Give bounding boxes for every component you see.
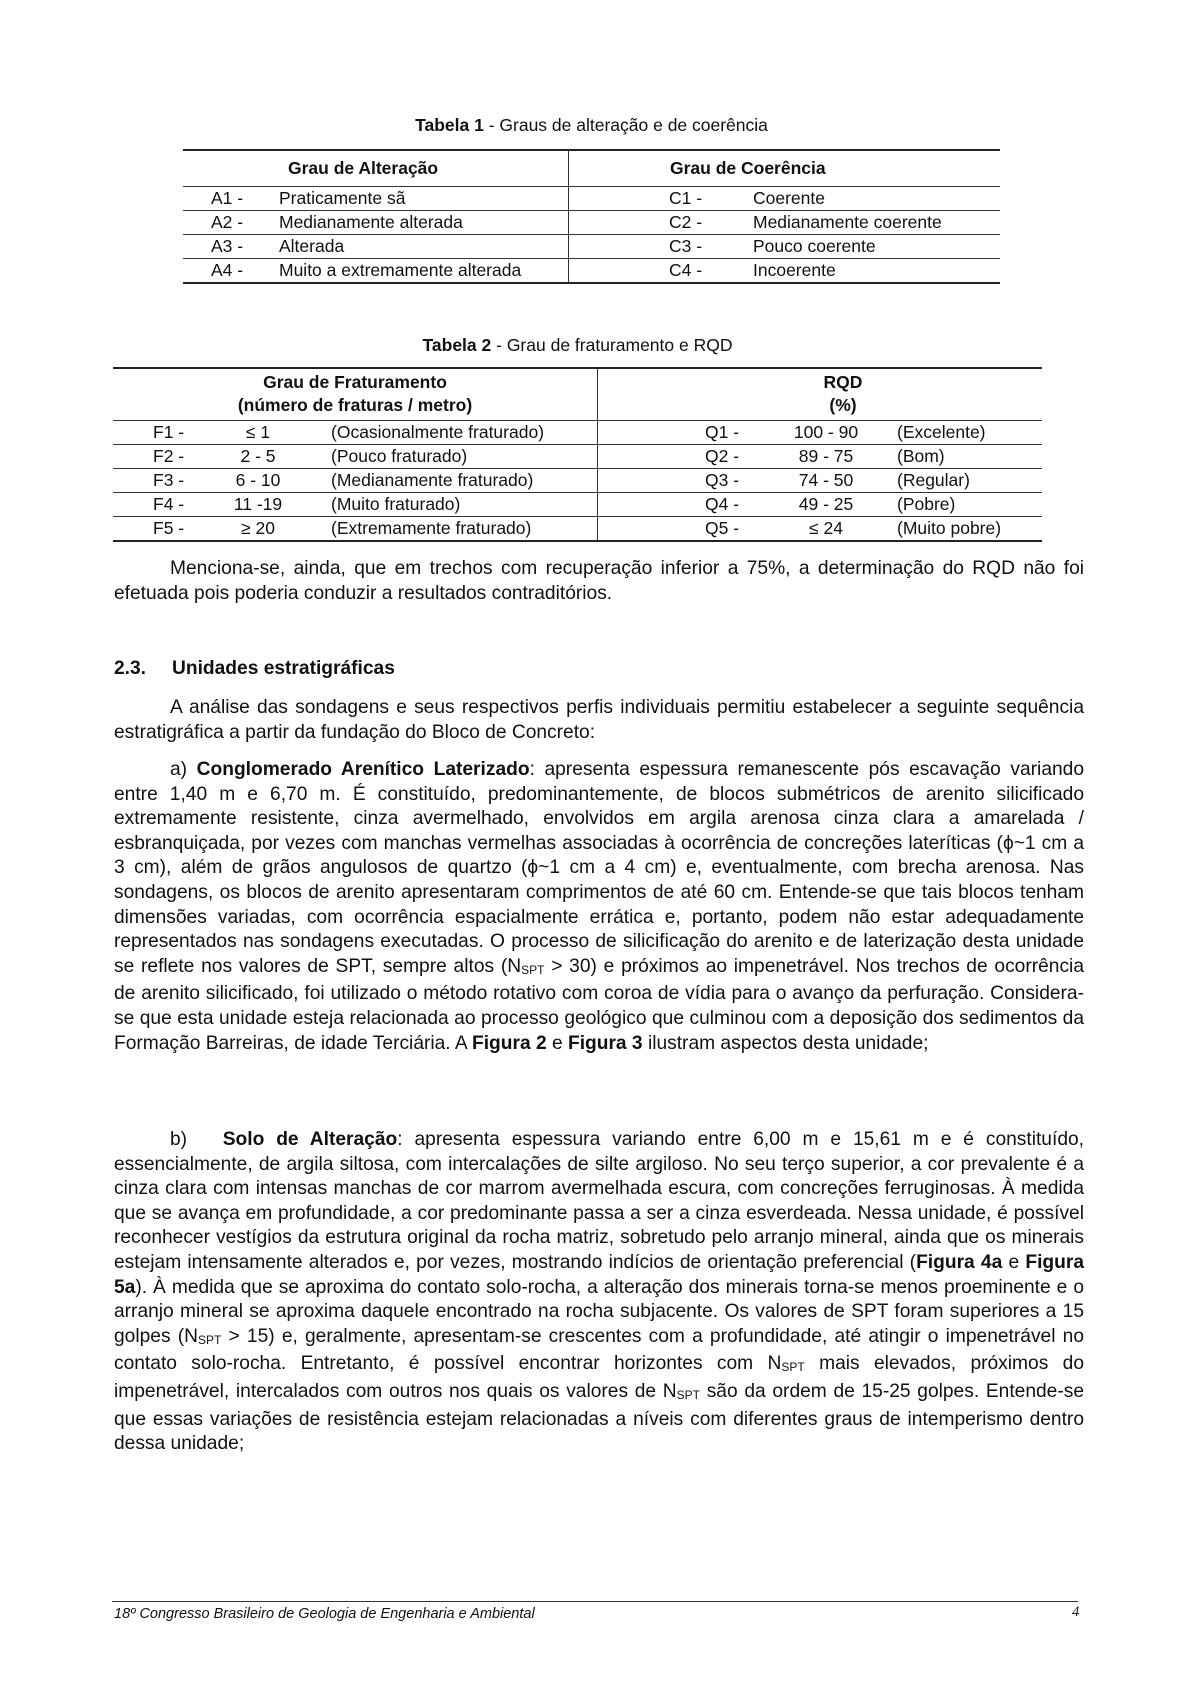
item-text: > 30) e próximos ao impenetrável. Nos trechos de ocorrência de arenito silicificado, foi utilizado o método rotativo com coroa de vídia para o avanço da perfuração. Considera-se que esta unidade esteja relacionada ao processo geológico que culminou com a deposição dos sedimentos da Formação Barreiras, de idade Terciária. A xyxy=(114,955,1084,1054)
fraturamento-code: F2 - xyxy=(153,446,185,466)
rqd-desc: (Excelente) xyxy=(897,422,986,442)
section-number: 2.3. xyxy=(114,658,147,679)
subscript-spt: SPT xyxy=(781,1360,805,1375)
unit-term: Conglomerado Arenítico Laterizado xyxy=(196,759,530,780)
table2-bottom-rule xyxy=(113,540,1042,542)
alteracao-code: A1 - xyxy=(211,188,244,208)
table1-column-divider xyxy=(568,149,569,282)
alteracao-label: Alterada xyxy=(279,236,345,256)
figure-reference: Figura 5a xyxy=(114,1251,1084,1298)
item-text: : apresenta espessura variando entre 6,00 m e 15,61 m e é constituído, essencialmente, de argila siltosa, com intercalações de silte argiloso. No seu terço superior, a cor prevalente é a cinza clara com intensas manchas de cor marrom avermelhada escura, com concreções ferruginosas. À medida que se avança em profundidade, a cor predominante passa a ser a cinza esverdeada. Nessa unidade, é possível reconhecer vestígios da estrutura original da rocha matriz, sobretudo pelo arranjo mineral, ainda que os minerais estejam intensamente alterados e, por vezes, mostrando indícios de orientação preferencial ( xyxy=(114,1129,1084,1273)
coerencia-label: Medianamente coerente xyxy=(753,212,942,232)
item-text: mais elevados, próximos do impenetrável, intercalados com outros nos quais os valores de N xyxy=(114,1353,1084,1402)
rqd-range: 74 - 50 xyxy=(798,470,854,490)
fraturamento-code: F4 - xyxy=(153,494,185,514)
fraturamento-range: 6 - 10 xyxy=(235,470,281,490)
fraturamento-range: ≤ 1 xyxy=(245,422,271,442)
table2-caption xyxy=(113,335,1042,356)
rqd-desc: (Bom) xyxy=(897,446,945,466)
alteracao-label: Muito a extremamente alterada xyxy=(279,260,522,280)
subscript-spt: SPT xyxy=(676,1387,700,1402)
fraturamento-desc: (Muito fraturado) xyxy=(331,494,461,514)
table1-top-rule xyxy=(183,149,1000,151)
figure-reference: Figura 4a xyxy=(916,1251,1003,1273)
fraturamento-desc: (Ocasionalmente fraturado) xyxy=(331,422,545,442)
table1-bottom-rule xyxy=(183,282,1000,284)
table1-header-alteracao: Grau de Alteração xyxy=(288,158,439,178)
item-text: ). À medida que se aproxima do contato solo-rocha, a alteração dos minerais torna-se menos proeminente e o arranjo mineral se aproxima daquele encontrado na rocha subjacente. Os valores de SPT foram superiores a 15 golpes (N xyxy=(114,1276,1084,1347)
unit-term: Solo de Alteração xyxy=(222,1129,398,1150)
paragraph-text: Menciona-se, ainda, que em trechos com recuperação inferior a 75%, a determinação do RQD não foi efetuada pois poderia conduzir a resultados contraditórios. xyxy=(114,558,1084,604)
rqd-desc: (Muito pobre) xyxy=(897,518,1002,538)
table1-caption-text: - Graus de alteração e de coerência xyxy=(483,115,768,135)
page-number: 4 xyxy=(1072,1604,1080,1620)
table2-header-rqd: RQD xyxy=(823,372,863,392)
table1-header-coerencia: Grau de Coerência xyxy=(670,158,826,178)
coerencia-code: C4 - xyxy=(669,260,703,280)
item-text: são da ordem de 15-25 golpes. Entende-se que essas variações de resistência estejam relacionadas a níveis com diferentes graus de intemperismo dentro dessa unidade; xyxy=(114,1380,1084,1455)
item-text: > 15) e, geralmente, apresentam-se crescentes com a profundidade, até atingir o impenetrável no contato solo-rocha. Entretanto, é possível encontrar horizontes com N xyxy=(114,1325,1084,1375)
table2-header-fraturamento-unit: (número de fraturas / metro) xyxy=(237,395,473,415)
subscript-spt: SPT xyxy=(521,962,545,977)
footer-divider xyxy=(112,1601,1078,1602)
fraturamento-code: F5 - xyxy=(153,518,185,538)
rqd-code: Q2 - xyxy=(705,446,740,466)
table2-top-rule xyxy=(113,367,1042,369)
table2 xyxy=(113,367,1042,547)
fraturamento-desc: (Pouco fraturado) xyxy=(331,446,468,466)
table2-header-fraturamento: Grau de Fraturamento xyxy=(263,372,447,392)
section-title: Unidades estratigráficas xyxy=(172,658,395,679)
rqd-range: 100 - 90 xyxy=(793,422,859,442)
section-heading xyxy=(114,658,395,680)
coerencia-code: C1 - xyxy=(669,188,703,208)
fraturamento-desc: (Extremamente fraturado) xyxy=(331,518,532,538)
item-text: e xyxy=(1002,1251,1026,1273)
rqd-code: Q4 - xyxy=(705,494,740,514)
fraturamento-code: F1 - xyxy=(153,422,185,442)
alteracao-label: Medianamente alterada xyxy=(279,212,463,232)
table2-caption-label: Tabela 2 xyxy=(422,335,492,355)
rqd-code: Q5 - xyxy=(705,518,740,538)
alteracao-code: A2 - xyxy=(211,212,244,232)
alteracao-code: A4 - xyxy=(211,260,244,280)
rqd-range: 89 - 75 xyxy=(798,446,854,466)
item-text: : apresenta espessura remanescente pós escavação variando entre 1,40 m e 6,70 m. É constituído, predominantemente, de blocos submétricos de arenito silicificado extremamente resistente, cinza avermelhado, envolvidos em argila arenosa cinza clara a amarelada / esbranquiçada, por vezes com manchas vermelhas associadas à ocorrência de concreções lateríticas (ϕ~1 cm a 3 cm), além de grãos angulosos de quartzo (ϕ~1 cm a 4 cm) e, eventualmente, com brecha arenosa. Nas sondagens, os blocos de arenito apresentaram comprimentos de até 60 cm. Entende-se que tais blocos tenham dimensões variadas, com ocorrência espacialmente errática e, portanto, podem não estar adequadamente representados nas sondagens executadas. O processo de silicificação do arenito e de laterização desta unidade se reflete nos valores de SPT, sempre altos (N xyxy=(114,759,1085,977)
fraturamento-desc: (Medianamente fraturado) xyxy=(331,470,534,490)
figure-reference: Figura 2 xyxy=(471,1032,547,1054)
paragraph-text: A análise das sondagens e seus respectivos perfis individuais permitiu estabelecer a seguinte sequência estratigráfica a partir da fundação do Bloco de Concreto: xyxy=(114,697,1084,743)
table1-caption xyxy=(183,115,1000,136)
list-marker: a) xyxy=(170,759,188,780)
list-item-a xyxy=(114,758,1084,1056)
table2-column-divider xyxy=(597,367,598,540)
alteracao-code: A3 - xyxy=(211,236,244,256)
table1-caption-label: Tabela 1 xyxy=(415,115,484,135)
table2-header-rqd-unit: (%) xyxy=(829,395,857,415)
rqd-desc: (Pobre) xyxy=(897,494,956,514)
list-item-b xyxy=(114,1128,1084,1457)
paragraph-intro xyxy=(114,696,1084,745)
list-marker: b) xyxy=(170,1129,188,1150)
alteracao-label: Praticamente sã xyxy=(279,188,406,208)
footer-conference: 18º Congresso Brasileiro de Geologia de Engenharia e Ambiental xyxy=(114,1606,535,1622)
coerencia-code: C2 - xyxy=(669,212,703,232)
rqd-range: 49 - 25 xyxy=(798,494,854,514)
coerencia-label: Pouco coerente xyxy=(753,236,876,256)
fraturamento-code: F3 - xyxy=(153,470,185,490)
coerencia-code: C3 - xyxy=(669,236,703,256)
table2-caption-text: - Grau de fraturamento e RQD xyxy=(491,335,733,355)
fraturamento-range: ≥ 20 xyxy=(241,518,275,538)
item-text: ilustram aspectos desta unidade; xyxy=(642,1032,929,1054)
rqd-code: Q3 - xyxy=(705,470,740,490)
item-text: e xyxy=(546,1032,568,1054)
fraturamento-range: 11 -19 xyxy=(233,494,283,514)
table1 xyxy=(183,149,1000,284)
fraturamento-range: 2 - 5 xyxy=(240,446,276,466)
rqd-range: ≤ 24 xyxy=(809,518,843,538)
figure-reference: Figura 3 xyxy=(567,1032,643,1054)
rqd-desc: (Regular) xyxy=(897,470,970,490)
rqd-code: Q1 - xyxy=(705,422,740,442)
coerencia-label: Incoerente xyxy=(753,260,836,280)
subscript-spt: SPT xyxy=(197,1332,222,1347)
coerencia-label: Coerente xyxy=(753,188,825,208)
paragraph-rqd-note xyxy=(114,557,1084,606)
